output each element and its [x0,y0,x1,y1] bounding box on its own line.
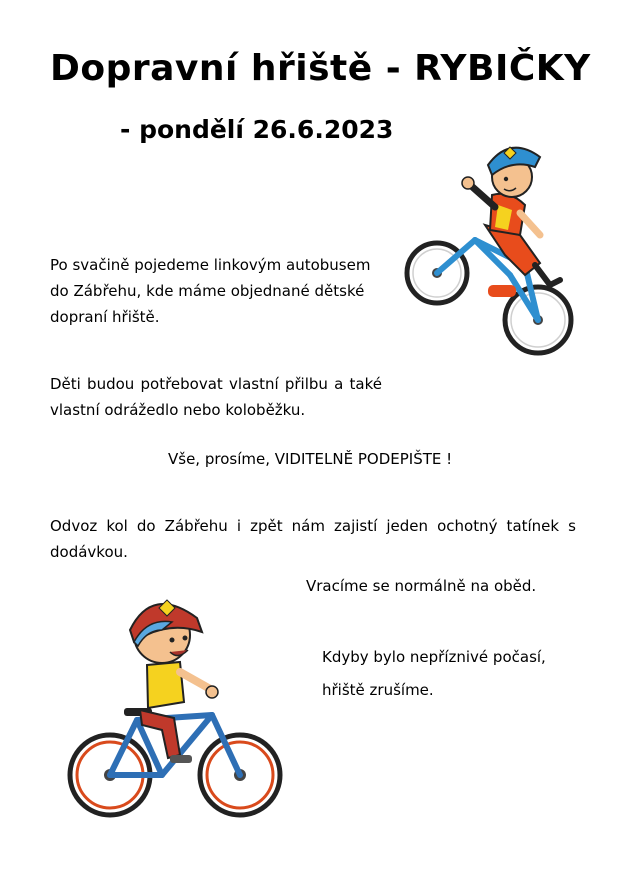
equipment-paragraph: Děti budou potřebovat vlastní přilbu a také vlastní odrážedlo nebo koloběžku. [50,375,382,419]
page-title: Dopravní hřiště - RYBIČKY [50,48,591,89]
weather-note-line1: Kdyby bylo nepříznivé počasí, [322,648,546,666]
boy-figure [462,147,560,285]
label-notice: Vše, prosíme, VIDITELNĚ PODEPIŠTE ! [168,450,453,468]
pedal-guard [488,285,516,297]
event-date: - pondělí 26.6.2023 [120,115,394,144]
boy-on-bmx-bike-illustration [400,135,585,365]
lunch-note: Vracíme se normálně na oběd. [306,577,537,595]
boy-on-bicycle-illustration [62,590,287,830]
weather-note-line2: hřiště zrušíme. [322,681,434,699]
boy-figure [124,600,218,763]
transport-paragraph: Odvoz kol do Zábřehu i zpět nám zajistí jeden ochotný tatínek s dodávkou. [50,517,576,561]
bus-trip-paragraph: Po svačině pojedeme linkovým autobusem do Zábřehu, kde máme objednané dětské dopraní hřiště. [50,256,371,326]
